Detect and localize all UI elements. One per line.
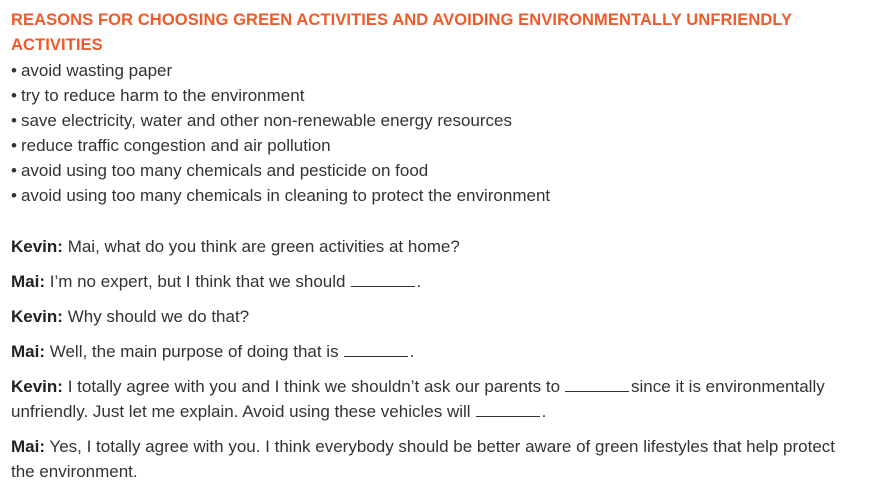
speaker-name: Mai: (11, 342, 45, 361)
dialogue-text: since it is environmentally unfriendly. Just let me explain. Avoid using these vehicles will (11, 377, 825, 421)
bullet: • (11, 186, 17, 205)
speaker-name: Mai: (11, 437, 45, 456)
dialogue-line (11, 434, 863, 484)
list-item (11, 108, 863, 133)
dialogue-line (11, 234, 863, 259)
bullet: • (11, 161, 17, 180)
speaker-name: Kevin: (11, 237, 63, 256)
reason-text: avoid using too many chemicals in cleaning to protect the environment (20, 186, 551, 205)
dialogue-line (11, 339, 863, 364)
bullet: • (11, 61, 17, 80)
reason-text: avoid using too many chemicals and pesticide on food (20, 161, 429, 180)
dialogue-line (11, 374, 863, 424)
dialogue-text: Why should we do that? (62, 307, 250, 326)
dialogue-text: Mai, what do you think are green activities at home? (62, 237, 460, 256)
speaker-name: Mai: (11, 272, 45, 291)
section-heading: REASONS FOR CHOOSING GREEN ACTIVITIES AND AVOIDING ENVIRONMENTALLY UNFRIENDLY ACTIVITIES (11, 11, 792, 54)
answer-blank[interactable] (351, 269, 415, 287)
reason-text: reduce traffic congestion and air pollution (20, 136, 331, 155)
exercise-page (11, 8, 863, 494)
reason-text: save electricity, water and other non-renewable energy resources (20, 111, 513, 130)
dialogue-text: Well, the main purpose of doing that is (45, 342, 339, 361)
dialogue-line (11, 304, 863, 329)
dialogue-text: . (409, 342, 415, 361)
dialogue-text: I’m no expert, but I think that we should (45, 272, 346, 291)
dialogue-text: I totally agree with you and I think we shouldn’t ask our parents to (62, 377, 561, 396)
speaker-name: Kevin: (11, 377, 63, 396)
list-item (11, 58, 863, 83)
dialogue-line (11, 269, 863, 294)
list-item (11, 83, 863, 108)
bullet: • (11, 136, 17, 155)
list-item (11, 133, 863, 158)
list-item (11, 158, 863, 183)
speaker-name: Kevin: (11, 307, 63, 326)
dialogue-text: Yes, I totally agree with you. I think everybody should be better aware of green lifestyles that help protect the environment. (11, 437, 836, 481)
dialogue (11, 234, 863, 484)
bullet: • (11, 86, 17, 105)
dialogue-text: . (416, 272, 422, 291)
answer-blank[interactable] (565, 374, 629, 392)
reason-text: try to reduce harm to the environment (20, 86, 305, 105)
answer-blank[interactable] (476, 399, 540, 417)
list-item (11, 183, 863, 208)
answer-blank[interactable] (344, 339, 408, 357)
reasons-list (11, 58, 863, 208)
reason-text: avoid wasting paper (20, 61, 173, 80)
bullet: • (11, 111, 17, 130)
dialogue-text: . (541, 402, 547, 421)
